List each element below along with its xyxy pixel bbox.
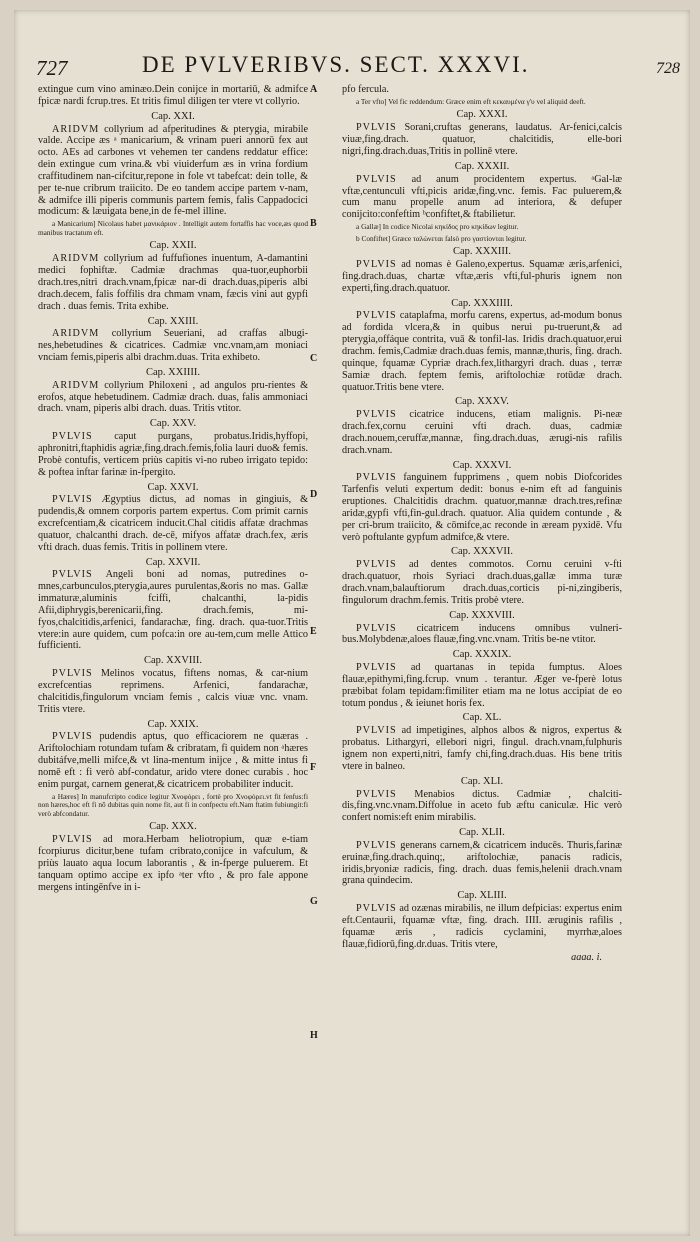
chapter-heading: Cap. XXII.: [149, 240, 197, 252]
chapter-heading: Cap. XXV.: [149, 418, 197, 430]
chapter-lead-word: PVLVIS: [356, 662, 397, 674]
left-intro: extingue cum vino aminæo.Dein conijce in mortariū, & admifce fpicæ nardi fcrup.tres. Et tritis fimul diligen ter vtere vt collyrio.: [38, 84, 308, 107]
chapter-lead-word: PVLVIS: [356, 622, 397, 634]
chapter-lead-word: PVLVIS: [52, 668, 93, 680]
chapter-text: [38, 569, 308, 652]
chapter-body: ad mora.Herbam heliotropium, quæ e-tiam fcorpiurus dicitur,bene tufam cribrato,conijce in vafculum, & priùs lauato aqua locum laborantis , & in-fperge puluerem. Et tanquam optimo accipe ex ipfo ᵃter vfto , & pro fale appone mergens intingēnfve in i-: [38, 834, 308, 893]
chapter-text: [342, 662, 622, 709]
chapter-heading: Cap. XLI.: [460, 775, 504, 787]
chapter-lead-word: ARIDVM: [52, 328, 100, 340]
chapter-lead-word: PVLVIS: [356, 472, 397, 484]
chapter-text: [38, 253, 308, 312]
chapter-body: caput purgans, probatus.Iridis,hyffopi, aphronitri,ftaphidis agriæ,fing.drach.femis,folia lauri duo& femis. Probè contufis, verticem priùs capitis vi-no rubeo irrigato tepido: & poftea inftar farinæ in-fpergito.: [38, 431, 308, 478]
chapter-heading: Cap. XXIIII.: [146, 366, 200, 378]
chapter-heading: Cap. XXXIX.: [452, 649, 512, 661]
chapter-body: generans carnem,& cicatricem inducēs. Thuris,farinæ eruinæ,fing.drach.quinq;, ariftolochiæ, panacis radicis, iridis,bryoniæ radicis, fing. drach. duas femis,helenii drach.vnam grana quindecim.: [342, 839, 622, 887]
chapter-text: [342, 725, 622, 772]
chapter-text: [38, 328, 308, 364]
margin-letter-f: F: [310, 762, 317, 773]
chapter-heading: Cap. XLIII.: [457, 890, 507, 902]
chapter-lead-word: PVLVIS: [356, 559, 397, 571]
chapter-lead-word: PVLVIS: [52, 731, 93, 743]
chapter-body: Angeli boni ad nomas, putredines o-mnes,carbunculos,pterygia,aures purulentas,&oris no mas. Gallæ immaturæ,aluminis fciffi, chalcanthi, la-pidis Afii,diphrygis,berenicarii,fing. drach.femis, mi-fyos,chalcitidis,arfenici, fandarachæ, fing. drach. qua-tuor.Tritis vtere:in aure quidem, cum pofca:in ore au-tem,cum melle Attico fufficienti.: [38, 569, 308, 652]
chapter-text: [342, 559, 622, 606]
chapter-heading: Cap. XLII.: [459, 827, 505, 839]
chapter-body: collyrium Seueriani, ad craffas albugi-nes,hebetudines & cicatrices. Cadmiæ vnc.vnam,am moniaci vnciam femis,piperis albi drachm.duas. Trita exhibeto.: [38, 328, 309, 364]
margin-letter-b: B: [310, 218, 317, 229]
chapter-lead-word: PVLVIS: [356, 173, 397, 185]
chapter-lead-word: PVLVIS: [52, 834, 93, 846]
chapter-body: Ægyptius dictus, ad nomas in gingiuis, & pudendis,& omnem corporis partem expertus. Com primit carnis excrefcentiam,& cicatricem inducit.Chal citidis affatæ drachmas quatuor, chalcanthi drach. de-cē, mifyos affatæ drach.fex, æris vfti drach. duas femis. Tritis in pollinem vtere.: [38, 494, 308, 553]
footnote: a Hæres] In manufcripto codice legitur Χνοφόρει , fortè pro Χνοφόρει.vt fit fenfus:fi non hæres,hoc eft fi nō dubitas quin nome fit, aut fi in confpectu eft.Nam ftatim fubiungit:fi verò abfcondatur.: [38, 791, 308, 818]
chapter-heading: Cap. XXXIII.: [452, 246, 512, 258]
chapter-text: [38, 124, 308, 219]
chapter-heading: Cap. XXIX.: [147, 718, 199, 730]
chapter-body: collyrium Philoxeni , ad angulos pru-rientes & erofos, atque hebetudinem. Cadmiæ drach. duas, falis ammoniaci drach. vnam, piperis albi drach. duas. Tritis vtitor.: [38, 379, 308, 415]
chapter-text: [38, 668, 308, 715]
chapter-body: collyrium ad afperitudines & pterygia, mirabile valde. Accipe æs ᵃ manicarium, & vrinam pueri annorū fex aut octo. AEs ad carbones vt vehemen ter candens reddatur effice: dein extingue cum vrina.& vbi viuiderfum æs in vrina fordium craffitudinem nan-cifcitur,repone in fole vt tabefcat: dein tolle, & per te-nue cribrum traiicito. De eo tandem accipe partem v-nam, & admifce illi piperis communis partem femis, falis Cappadocici modicum: & læuigata bene,in de fe-mel illine.: [38, 123, 309, 218]
chapter-lead-word: PVLVIS: [52, 431, 93, 443]
chapter-body: ad ozænas mirabilis, ne illum defpicias: expertus enim eft.Centaurii, fquamæ vftæ, fing. drach. IIII. æruginis rafilis , fquamæ æris , radicis cyclamini, myrrhæ,aloes flauæ,fidiorū,fing.dr.duas. Tritis vtere,: [342, 903, 623, 950]
chapter-lead-word: ARIDVM: [52, 379, 100, 391]
left-column: [38, 84, 308, 893]
chapter-body: ad quartanas in tepida fumptus. Aloes flauæ,epithymi,fing.fcrup. vnum . terantur. Æger ve-fperè lotus præbibat folam tepidam:fimiliter etiam ma ne lotus accipiat de eo totum pondus , & ieiunet horis fex.: [342, 662, 622, 709]
chapter-text: [38, 380, 308, 416]
margin-letter-e: E: [310, 626, 317, 637]
signature-mark: aaaa. i.: [571, 952, 602, 964]
margin-letter-g: G: [310, 896, 318, 907]
chapter-text: [342, 259, 622, 295]
chapter-text: [342, 122, 622, 158]
chapter-body: collyrium ad fuffufiones inuentum, A-damantini medici fophiftæ. Cadmiæ drachmas qua-tuor,euphorbii drach.tres,nitri drach.vnam,fpicæ nar-di drach.duas,piperis albi drach.decem, falis foffilis dra chmam vnam, fæcis vini aut gypfi drach . duas femis. Trita exhibe.: [38, 253, 308, 312]
chapter-text: [342, 903, 622, 950]
footnote: a Gallæ] In codice Nicolai κηκίδος pro κηκίδων legitur.: [356, 222, 519, 232]
chapter-heading: Cap. XXVIII.: [143, 655, 203, 667]
chapter-body: cataplafma, morfu carens, expertus, ad-modum bonus ad fordida vlcera,& in quibus neruì pu-truerunt,& ad pterygia,offáque contrita, vuā & tonfil-las. Iridis drach.quatuor,erui drachm. femis,Cadmiæ drach.duas femis, mannæ,thuris, fing. drach. quinque, fquamæ Cypriæ drach.fex,lithargyri drach. duas , terræ Samiæ drach. feptem femis, ariftolochiæ rotūdæ drach. quatuor.Tritis bene vtere.: [342, 310, 622, 393]
right-intro: pfo fercula.: [342, 84, 389, 95]
right-intro-note: a Ter vfto] Vel fic reddendum: Græce enim eft κεκαυμένα γ'υ vel aliquid deeft.: [356, 96, 586, 106]
chapter-text: [342, 310, 622, 393]
margin-letter-d: D: [310, 489, 318, 500]
chapter-heading: Cap. XXXI.: [456, 109, 508, 121]
chapter-text: [38, 731, 308, 790]
footnote: a Manicarium] Nicolaus habet μανικάριον . Intelligit autem fortaffis hac voce,æs quod manibus tractatum eft.: [38, 219, 308, 237]
chapter-lead-word: PVLVIS: [52, 569, 93, 581]
page-number-left: 727: [36, 56, 68, 80]
chapter-heading: Cap. XXVII.: [145, 556, 201, 568]
chapter-heading: Cap. XXVI.: [147, 481, 199, 493]
chapter-body: cicatricem inducens omnibus vulneri-bus.Molybdenæ,aloes flauæ,fing.vnc.vnam. Tritis be-ne vtitor.: [342, 622, 622, 646]
chapter-body: ad anum procidentem expertus. ᵃGal-læ vftæ,centunculi vfti,picis aridæ,fing.vnc. femis. Fac puluerem,& cum manu propelle anum ad interiora, & defuper conijcito:confeftim ᵇconfiftet,& ftabilietur.: [342, 173, 622, 221]
chapter-lead-word: PVLVIS: [356, 310, 397, 322]
margin-letter-c: C: [310, 353, 318, 364]
chapter-heading: Cap. XXXVI.: [452, 459, 512, 471]
chapter-heading: Cap. XXXII.: [454, 160, 510, 172]
chapter-lead-word: PVLVIS: [356, 259, 397, 271]
page-header: [14, 48, 686, 82]
chapter-heading: Cap. XXX.: [149, 821, 197, 833]
footnote: b Confiftet] Græce ταλώνεται falsò pro γαστίονται legitur.: [356, 233, 527, 243]
chapter-body: fanguinem fupprimens , quem nobis Diofcorides Tarfenfis veluti expertum dedit: bonus e-nim eft ad fanguinis eruptiones. Chalcitidis drachm. quatuor,mannæ drach.tres,refinæ aridæ,gypfi vfti,fin-gul.drach. quatuor. Alia quidem contunde , & per cri-brum traiicito, & cōmifce,ac reconde in æream pyxidē. Vfu verò poftulante gypfum admifce,& vtere.: [342, 472, 622, 543]
margin-letter-h: H: [310, 1030, 318, 1041]
chapter-text: [342, 840, 622, 887]
chapter-lead-word: ARIDVM: [52, 123, 100, 135]
chapter-text: [342, 789, 622, 825]
chapter-body: ad dentes commotos. Cornu ceruini v-fti drach.quatuor, rhois Syriaci drach.duas,gallæ imma turæ drach.vnam,balauftiorum drach.duas,corticis pi-ni,zingiberis, fingulorum drachm.femis. Tritis probè vtere.: [342, 559, 623, 606]
margin-letter-a: A: [310, 84, 318, 95]
chapter-text: [342, 409, 622, 456]
right-column: [342, 84, 622, 964]
chapter-text: [38, 431, 308, 478]
chapter-text: [38, 834, 308, 893]
chapter-lead-word: PVLVIS: [356, 788, 397, 800]
chapter-body: cicatrice inducens, etiam malignis. Pi-neæ drach.fex,cornu ceruini vfti drach. duas, cadmiæ drach.nouem,ceruffæ,mannæ, fing.drach.duas, ærugi-nis rafilis drach.vnam.: [342, 409, 622, 456]
chapter-lead-word: ARIDVM: [52, 253, 100, 265]
chapter-body: ad impetigines, alphos albos & nigros, expertus & probatus. Lithargyri, ellebori nigri, fingul. drach.vnam,fulphuris ignem non experti,nitri, famfy chi,fing.drach.duas. His bene tritis vtere in balneo.: [342, 725, 622, 772]
chapter-lead-word: PVLVIS: [356, 409, 397, 421]
chapter-body: pudendis aptus, quo efficaciorem ne quæras . Ariftolochiam rotundam tufam & cribratam, fi quidem non ᵃhæres dubitáfve,melli mifce,& vt lina-mentum inijce , & mitte intus fi nomē eft : fi verò abf-condatur, arido vtere donec curabis . hoc enim purgat, carnem generat,& cicatricem probabiliter inducit.: [38, 731, 309, 790]
chapter-lead-word: PVLVIS: [356, 122, 397, 134]
running-title: DE PVLVERIBVS. SECT. XXXVI.: [142, 52, 530, 77]
chapter-text: [38, 494, 308, 553]
page-number-right: 728: [656, 60, 680, 77]
chapter-heading: Cap. XXXVIII.: [449, 609, 515, 621]
chapter-body: ad nomas è Galeno,expertus. Squamæ æris,arfenici, fing.drach.duas, chartæ vftæ,æris vfti,ful-phuris ignem non experti,fing.drach.quatuor.: [342, 259, 622, 294]
chapter-heading: Cap. XXXIIII.: [451, 297, 513, 309]
chapter-text: [342, 472, 622, 543]
chapter-heading: Cap. XL.: [462, 712, 502, 724]
chapter-heading: Cap. XXXVII.: [450, 546, 514, 558]
chapter-body: Menabios dictus. Cadmiæ , chalciti-dis,fing.vnc.vnam.Diffolue in aceto fub æftu caniculæ. Hic verò confert nomis:eft enim mirabilis.: [342, 788, 622, 824]
chapter-text: [342, 174, 622, 221]
chapter-text: [342, 623, 622, 647]
chapter-lead-word: PVLVIS: [356, 725, 397, 737]
chapter-lead-word: PVLVIS: [52, 494, 93, 506]
chapter-lead-word: PVLVIS: [356, 839, 397, 851]
chapter-body: Melinos vocatus, fiftens nomas, & car-nium excrefcentias reprimens. Arfenici, fandarachæ, chalcitidis,fingulorum vnciam femis , calcis viuæ vnc. vnam. Tritis vtere.: [38, 668, 308, 715]
chapter-body: Sorani,cruftas generans, laudatus. Ar-fenici,calcis viuæ,fing.drach. quatuor, chalcitidis, elle-bori nigri,fing.drach.duas,Tritis in pollinē vtere.: [342, 122, 622, 157]
chapter-heading: Cap. XXIII.: [147, 315, 199, 327]
chapter-heading: Cap. XXI.: [151, 110, 195, 122]
chapter-lead-word: PVLVIS: [356, 903, 397, 915]
chapter-heading: Cap. XXXV.: [455, 396, 509, 408]
